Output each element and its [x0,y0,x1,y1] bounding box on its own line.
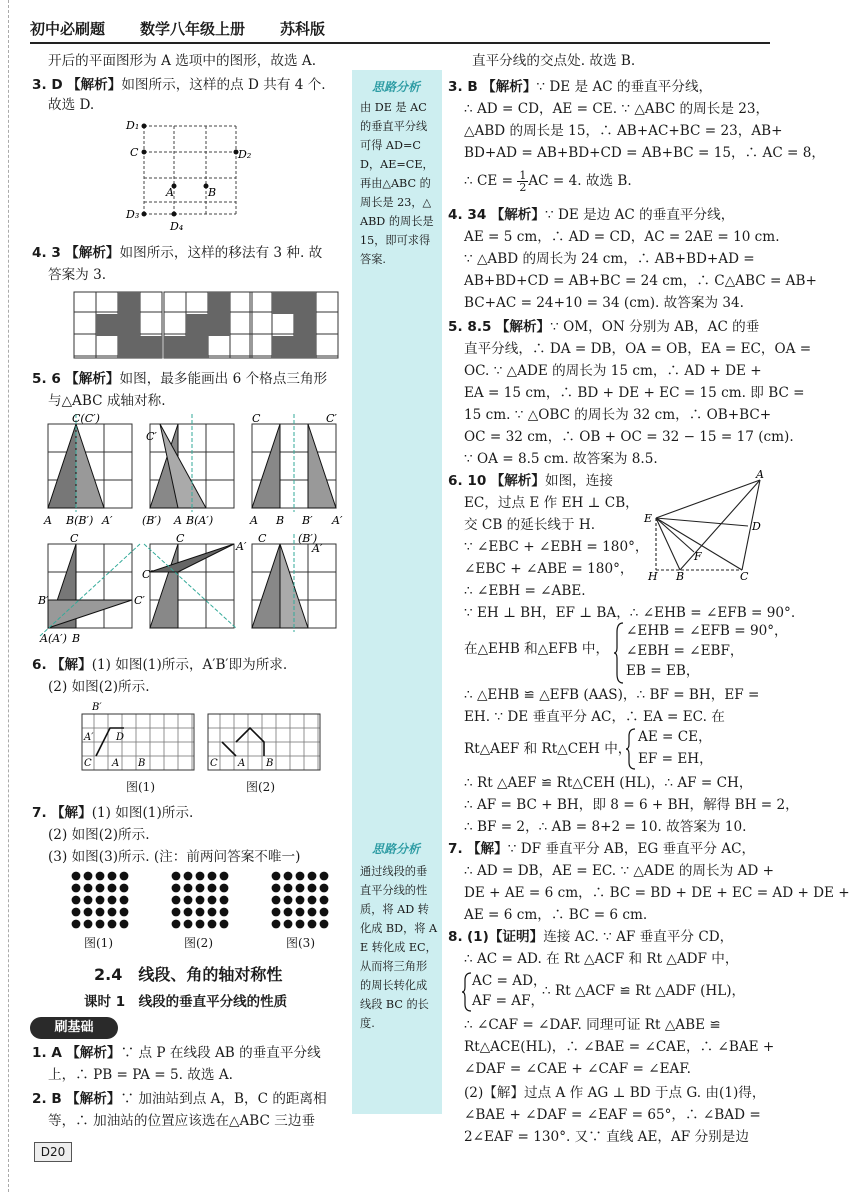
q3-text-a: 如图所示，这样的点 D 共有 4 个. [121,77,326,93]
grid-dot [320,908,329,917]
rq6-text-h2: ∠EBH = ∠EBF， [626,643,744,659]
rq6-text-d: ∵ ∠EBC + ∠EBH = 180°， [464,539,649,555]
q7-left [32,804,193,822]
rq5-number: 5. 8.5 [448,319,492,335]
rq7-tag: 【解】 [466,841,508,857]
brace-1 [614,622,624,684]
rq4-text-c: ∵ △ABD 的周长为 24 cm，∴ AB+BD+AD = [464,251,755,267]
svg-text:C: C [84,758,92,769]
svg-text:C′: C′ [142,568,153,581]
svg-text:C′: C′ [134,594,145,607]
b2-tag: 【解析】 [66,1091,121,1107]
svg-text:A(A′): A(A′) [40,632,67,645]
rq6-text-k1: AE = CE， [638,729,712,745]
q4-tag: 【解析】 [65,245,120,261]
rq8-number: 8. [448,929,463,945]
svg-text:D₂: D₂ [238,148,252,161]
q6-text-b: (2) 如图(2)所示. [48,679,150,695]
rq4-line-a [448,206,734,224]
rq5-text-g: ∵ OA = 8.5 cm. 故答案为 8.5. [464,451,658,467]
grid-dot [120,908,129,917]
svg-text:B′: B′ [38,594,49,607]
rq4-text-e: BC+AC = 24+10 = 34 (cm). 故答案为 34. [464,295,744,311]
svg-text:(B′): (B′) [142,514,162,527]
badge-basics: 刷基础 [30,1017,118,1039]
rq4-text-b: AE = 5 cm，∴ AD = CD，AC = 2AE = 10 cm. [464,229,780,245]
q5-text-b: 与△ABC 成轴对称. [48,393,166,409]
rq8-text-d: Rt△ACE(HL)，∴ ∠BAE = ∠CAE，∴ ∠BAE + [464,1039,775,1055]
rq8-text-e: ∠DAF = ∠CAE + ∠CAF = ∠EAF. [464,1061,691,1077]
grid-dot [196,896,205,905]
b1-text-b: 上，∴ PB = PA = 5. 故选 A. [48,1067,233,1083]
svg-text:B: B [676,570,685,583]
grid-dot [220,872,229,881]
svg-text:A′: A′ [102,514,113,527]
grid-dot [184,896,193,905]
rq5-text-c: OC. ∵ △ADE 的周长为 15 cm，∴ AD + DE + [464,363,762,379]
q5-tag: 【解析】 [65,371,120,387]
svg-text:C(C′): C(C′) [72,412,100,425]
grid-dot [284,872,293,881]
q6-text-a: (1) 如图(1)所示，A′B′即为所求. [91,657,288,673]
q6-fig2-caption: 图(2) [246,780,275,794]
q7-text-a: (1) 如图(1)所示. [91,805,194,821]
rq5-text-a: ∵ OM，ON 分别为 AB，AC 的垂 [550,319,760,335]
svg-text:B′: B′ [302,514,313,527]
svg-text:E: E [644,512,653,525]
q5-number: 5. 6 [32,371,61,387]
q6-number: 6. [32,657,47,673]
lesson-title: 课时 1 线段的垂直平分线的性质 [84,994,288,1010]
grid-dot [184,884,193,893]
grid-dot [84,896,93,905]
grid-dot [284,908,293,917]
grid-dot [172,884,181,893]
grid-dot [208,908,217,917]
rq4-text-a: ∵ DE 是边 AC 的垂直平分线， [544,207,735,223]
grid-dot [72,908,81,917]
svg-text:A′: A′ [312,542,323,555]
grid-dot [284,896,293,905]
rq8-text-b3: ∴ Rt △ACF ≌ Rt △ADF (HL)， [542,983,746,999]
rq8-text-b: ∴ AC = AD. 在 Rt △ACF 和 Rt △ADF 中， [464,951,739,967]
frac-bottom: 2 [519,181,527,194]
grid-dot [272,908,281,917]
rq6-text-a: 如图，连接 [544,473,613,489]
q3-number: 3. D [32,77,63,93]
q4-grid-figures [74,290,344,360]
grid-dot [96,896,105,905]
q4-text-a: 如图所示，这样的移法有 3 种. 故 [119,245,323,261]
grid-dot [208,884,217,893]
svg-text:B: B [138,758,146,769]
grid-dot [272,896,281,905]
rq4-number: 4. 34 [448,207,487,223]
q5-triangle-figures [40,414,350,646]
section-title: 2.4 线段、角的轴对称性 [94,965,283,984]
rq6-text-k: Rt△AEF 和 Rt△CEH 中， [464,741,632,757]
rq6-text-f: ∴ ∠EBH = ∠ABE. [464,583,586,599]
rq6-text-h3: EB = EB， [626,663,700,679]
grid-dot [220,884,229,893]
q3-tag: 【解析】 [66,77,122,93]
page-number: D20 [34,1142,72,1162]
svg-text:A: A [174,514,182,527]
grid-dot [172,896,181,905]
page-header [30,8,770,44]
right-line-0: 直平分线的交点处. 故选 B. [472,53,636,69]
grid-dot [208,920,217,929]
frac-top: 1 [519,169,527,182]
q7-text-c: (3) 如图(3)所示. (注：前两问答案不唯一) [48,849,301,865]
grid-dot [84,884,93,893]
q5-text-a: 如图，最多能画出 6 个格点三角形 [119,371,328,387]
svg-text:B: B [266,758,274,769]
brace-2 [626,728,636,770]
grid-dot [108,884,117,893]
b1-tag: 【解析】 [66,1045,121,1061]
rq6-text-k2: EF = EH， [638,751,713,767]
svg-text:A: A [250,514,258,527]
grid-dot [184,920,193,929]
rq3-text-b: ∴ AD = CD，AE = CE. ∵ △ABC 的周长是 23， [464,101,770,117]
grid-dot [96,908,105,917]
grid-dot [72,920,81,929]
svg-text:A′: A′ [84,732,94,743]
grid-dot [296,872,305,881]
rq6-text-h: 在△EHB 和△EFB 中， [464,641,610,657]
rq8-tag: (1)【证明】 [466,929,544,945]
rq3-text-a: ∵ DE 是 AC 的垂直平分线， [536,79,713,95]
rq6-text-n: ∴ BF = 2，∴ AB = 8+2 = 10. 故答案为 10. [464,819,747,835]
rq8-text-a: 连接 AC. ∵ AF 垂直平分 CD， [543,929,734,945]
rq3-fraction [517,170,528,193]
rq5-line-a [448,318,759,336]
rq6-text-e: ∠EBC + ∠ABE = 180°， [464,561,634,577]
grid-dot [96,920,105,929]
svg-text:D: D [116,732,125,743]
rq4-text-d: AB+BD+CD = AB+BC = 24 cm，∴ C△ABC = AB+ [464,273,817,289]
grid-dot [120,896,129,905]
grid-dot [108,896,117,905]
grid-dot [196,884,205,893]
q6-tag: 【解】 [50,657,92,673]
svg-text:C′: C′ [326,412,337,425]
rq3-text-d: BD+AD = AB+BD+CD = AB+BC = 15，∴ AC = 8， [464,145,826,161]
grid-dot [284,920,293,929]
svg-text:D: D [752,520,761,533]
rq7-text-d: AE = 6 cm，∴ BC = 6 cm. [464,907,648,923]
q6-left [32,656,287,674]
grid-dot [196,908,205,917]
grid-dot [272,884,281,893]
header-edition: 苏科版 [280,20,326,38]
rq5-tag: 【解析】 [495,319,551,335]
q3-grid-figure [118,114,252,233]
svg-text:A: A [238,758,246,769]
rq3-tag: 【解析】 [482,79,537,95]
q7-fig1-caption: 图(1) [84,936,113,950]
rq7-text-b: ∴ AD = DB，AE = EC. ∵ △ADE 的周长为 AD + [464,863,774,879]
svg-text:A′: A′ [236,540,247,553]
b2-left [32,1090,327,1108]
rq8-text-h: 2∠EAF = 130°. 又∵ 直线 AE，AF 分别是边 [464,1129,749,1145]
rq3-text-e2: AC = 4. 故选 B. [528,173,632,189]
svg-text:B(B′): B(B′) [66,514,94,527]
q6-geometry-figure [644,466,772,584]
svg-text:A: A [756,468,764,481]
header-subject: 数学八年级上册 [140,20,246,38]
grid-dot [96,872,105,881]
grid-dot [84,920,93,929]
rq8-line-a [448,928,733,946]
svg-text:C: C [176,532,185,545]
svg-text:A′: A′ [332,514,343,527]
grid-dot [320,872,329,881]
grid-dot [296,920,305,929]
b2-number: 2. B [32,1091,62,1107]
grid-dot [208,896,217,905]
grid-dot [72,896,81,905]
svg-text:A: A [112,758,120,769]
header-series: 初中必刷题 [30,20,106,38]
rq3-line-a [448,78,712,96]
grid-dot [320,896,329,905]
rq3-text-c: △ABD 的周长是 15，∴ AB+AC+BC = 23，AB+ [464,123,783,139]
rq7-line-a [448,840,755,858]
svg-text:C′: C′ [146,430,157,443]
b2-text-a: ∵ 加油站到点 A，B，C 的距离相 [120,1091,327,1107]
b2-text-b: 等，∴ 加油站的位置应该选在△ABC 三边垂 [48,1113,316,1129]
grid-dot [84,908,93,917]
rq6-text-i: ∴ △EHB ≌ △EFB (AAS)，∴ BF = BH，EF = [464,687,760,703]
q7-tag: 【解】 [50,805,92,821]
rq6-text-m: ∴ AF = BC + BH，即 8 = 6 + BH，解得 BH = 2， [464,797,799,813]
rq7-text-a: ∵ DF 垂直平分 AB，EG 垂直平分 AC， [507,841,756,857]
grid-dot [308,872,317,881]
q4-number: 4. 3 [32,245,61,261]
rq7-number: 7. [448,841,463,857]
grid-dot [108,908,117,917]
q7-dot-figures [64,868,334,934]
q7-text-b: (2) 如图(2)所示. [48,827,150,843]
svg-text:A: A [44,514,52,527]
grid-dot [96,884,105,893]
rq7-text-c: DE + AE = 6 cm，∴ BC = BD + DE + EC = AD + DE + [464,885,850,901]
grid-dot [308,908,317,917]
rq5-text-e: 15 cm. ∵ △OBC 的周长为 32 cm，∴ OB+BC+ [464,407,772,423]
hint-head-1: 思路分析 [372,80,421,94]
grid-dot [196,920,205,929]
rq5-text-d: EA = 15 cm，∴ BD + DE + EC = 15 cm. 即 BC = [464,385,805,401]
rq6-text-j: EH. ∵ DE 垂直平分 AC，∴ EA = EC. 在 [464,709,725,725]
grid-dot [272,872,281,881]
b1-text-a: ∵ 点 P 在线段 AB 的垂直平分线 [120,1045,321,1061]
grid-dot [172,920,181,929]
grid-dot [108,920,117,929]
rq8-text-f: (2)【解】过点 A 作 AG ⊥ BD 于点 G. 由(1)得， [464,1085,766,1101]
rq6-line-a [448,472,613,490]
grid-dot [220,920,229,929]
grid-dot [120,884,129,893]
left-line-0: 开后的平面图形为 A 选项中的图形，故选 A. [48,53,317,69]
svg-text:C: C [252,412,261,425]
grid-dot [84,872,93,881]
q7-number: 7. [32,805,47,821]
rq8-text-b2: AF = AF， [472,993,545,1009]
grid-dot [108,872,117,881]
q4-left [32,244,322,262]
rq6-text-l: ∴ Rt △AEF ≌ Rt△CEH (HL)，∴ AF = CH， [464,775,753,791]
rq3-number: 3. B [448,79,478,95]
grid-dot [120,872,129,881]
grid-dot [308,920,317,929]
grid-dot [220,896,229,905]
rq6-number: 6. 10 [448,473,487,489]
svg-text:D₁: D₁ [126,119,140,132]
q6-grid-figures [80,700,340,778]
q3-left [32,76,326,94]
grid-dot [308,896,317,905]
grid-dot [72,884,81,893]
grid-dot [196,872,205,881]
grid-dot [208,872,217,881]
rq5-text-b: 直平分线，∴ DA = DB，OA = OB，EA = EC，OA = [464,341,812,357]
svg-text:H: H [648,570,658,583]
q5-left [32,370,327,388]
rq6-text-h1: ∠EHB = ∠EFB = 90°， [626,623,788,639]
svg-text:F: F [694,550,702,563]
rq3-line-e [464,170,632,193]
svg-text:B: B [276,514,285,527]
svg-text:C: C [70,532,79,545]
q4-text-b: 答案为 3. [48,267,107,283]
rq6-text-c: 交 CB 的延长线于 H. [464,517,596,533]
grid-dot [72,872,81,881]
svg-text:B: B [72,632,81,645]
q6-fig1-caption: 图(1) [126,780,155,794]
svg-text:D₃: D₃ [126,208,140,221]
rq6-tag: 【解析】 [490,473,545,489]
hint-text-1: 由 DE 是 AC 的垂直平分线可得 AD=CD，AE=CE，再由△ABC 的周长是 23，△ABD 的周长是 15，即可求得答案. [360,101,434,266]
hint-text-2: 通过线段的垂直平分线的性质，将 AD 转化成 BD，将 AE 转化成 EC，从而将三角形的周长转化成线段 BC 的长度. [360,865,438,1030]
rq8-text-g: ∠BAE + ∠DAF = ∠EAF = 65°，∴ ∠BAD = [464,1107,761,1123]
svg-text:C: C [130,146,139,159]
q7-fig3-caption: 图(3) [286,936,315,950]
b1-left [32,1044,321,1062]
grid-dot [272,920,281,929]
svg-text:B(A′): B(A′) [186,514,214,527]
brace-3 [462,972,472,1012]
rq4-tag: 【解析】 [490,207,545,223]
b1-number: 1. A [32,1045,62,1061]
grid-dot [172,908,181,917]
svg-text:B: B [208,186,217,199]
grid-dot [296,908,305,917]
grid-dot [184,872,193,881]
hint-head-2: 思路分析 [372,842,421,856]
rq8-text-b1: AC = AD， [472,973,547,989]
grid-dot [308,884,317,893]
grid-dot [172,872,181,881]
svg-text:C: C [740,570,749,583]
q3-text-b: 故选 D. [48,97,95,113]
grid-dot [284,884,293,893]
grid-dot [220,908,229,917]
svg-text:C: C [210,758,218,769]
grid-dot [296,896,305,905]
svg-text:A: A [166,186,174,199]
grid-dot [296,884,305,893]
grid-dot [184,908,193,917]
grid-dot [120,920,129,929]
svg-text:B′: B′ [92,702,102,713]
svg-text:(B′): (B′) [298,532,318,545]
rq5-text-f: OC = 32 cm，∴ OB + OC = 32 − 15 = 17 (cm). [464,429,794,445]
svg-text:D₄: D₄ [170,220,184,233]
grid-dot [320,920,329,929]
rq8-text-c: ∴ ∠CAF = ∠DAF. 同理可证 Rt △ABE ≌ [464,1017,721,1033]
rq6-text-g: ∵ EH ⊥ BH，EF ⊥ BA，∴ ∠EHB = ∠EFB = 90°. [464,605,796,621]
svg-text:C: C [258,532,267,545]
margin-dashed-line [0,0,9,1192]
q7-fig2-caption: 图(2) [184,936,213,950]
rq6-text-b: EC，过点 E 作 EH ⊥ CB， [464,495,639,511]
grid-dot [320,884,329,893]
rq3-text-e1: ∴ CE = [464,173,514,189]
